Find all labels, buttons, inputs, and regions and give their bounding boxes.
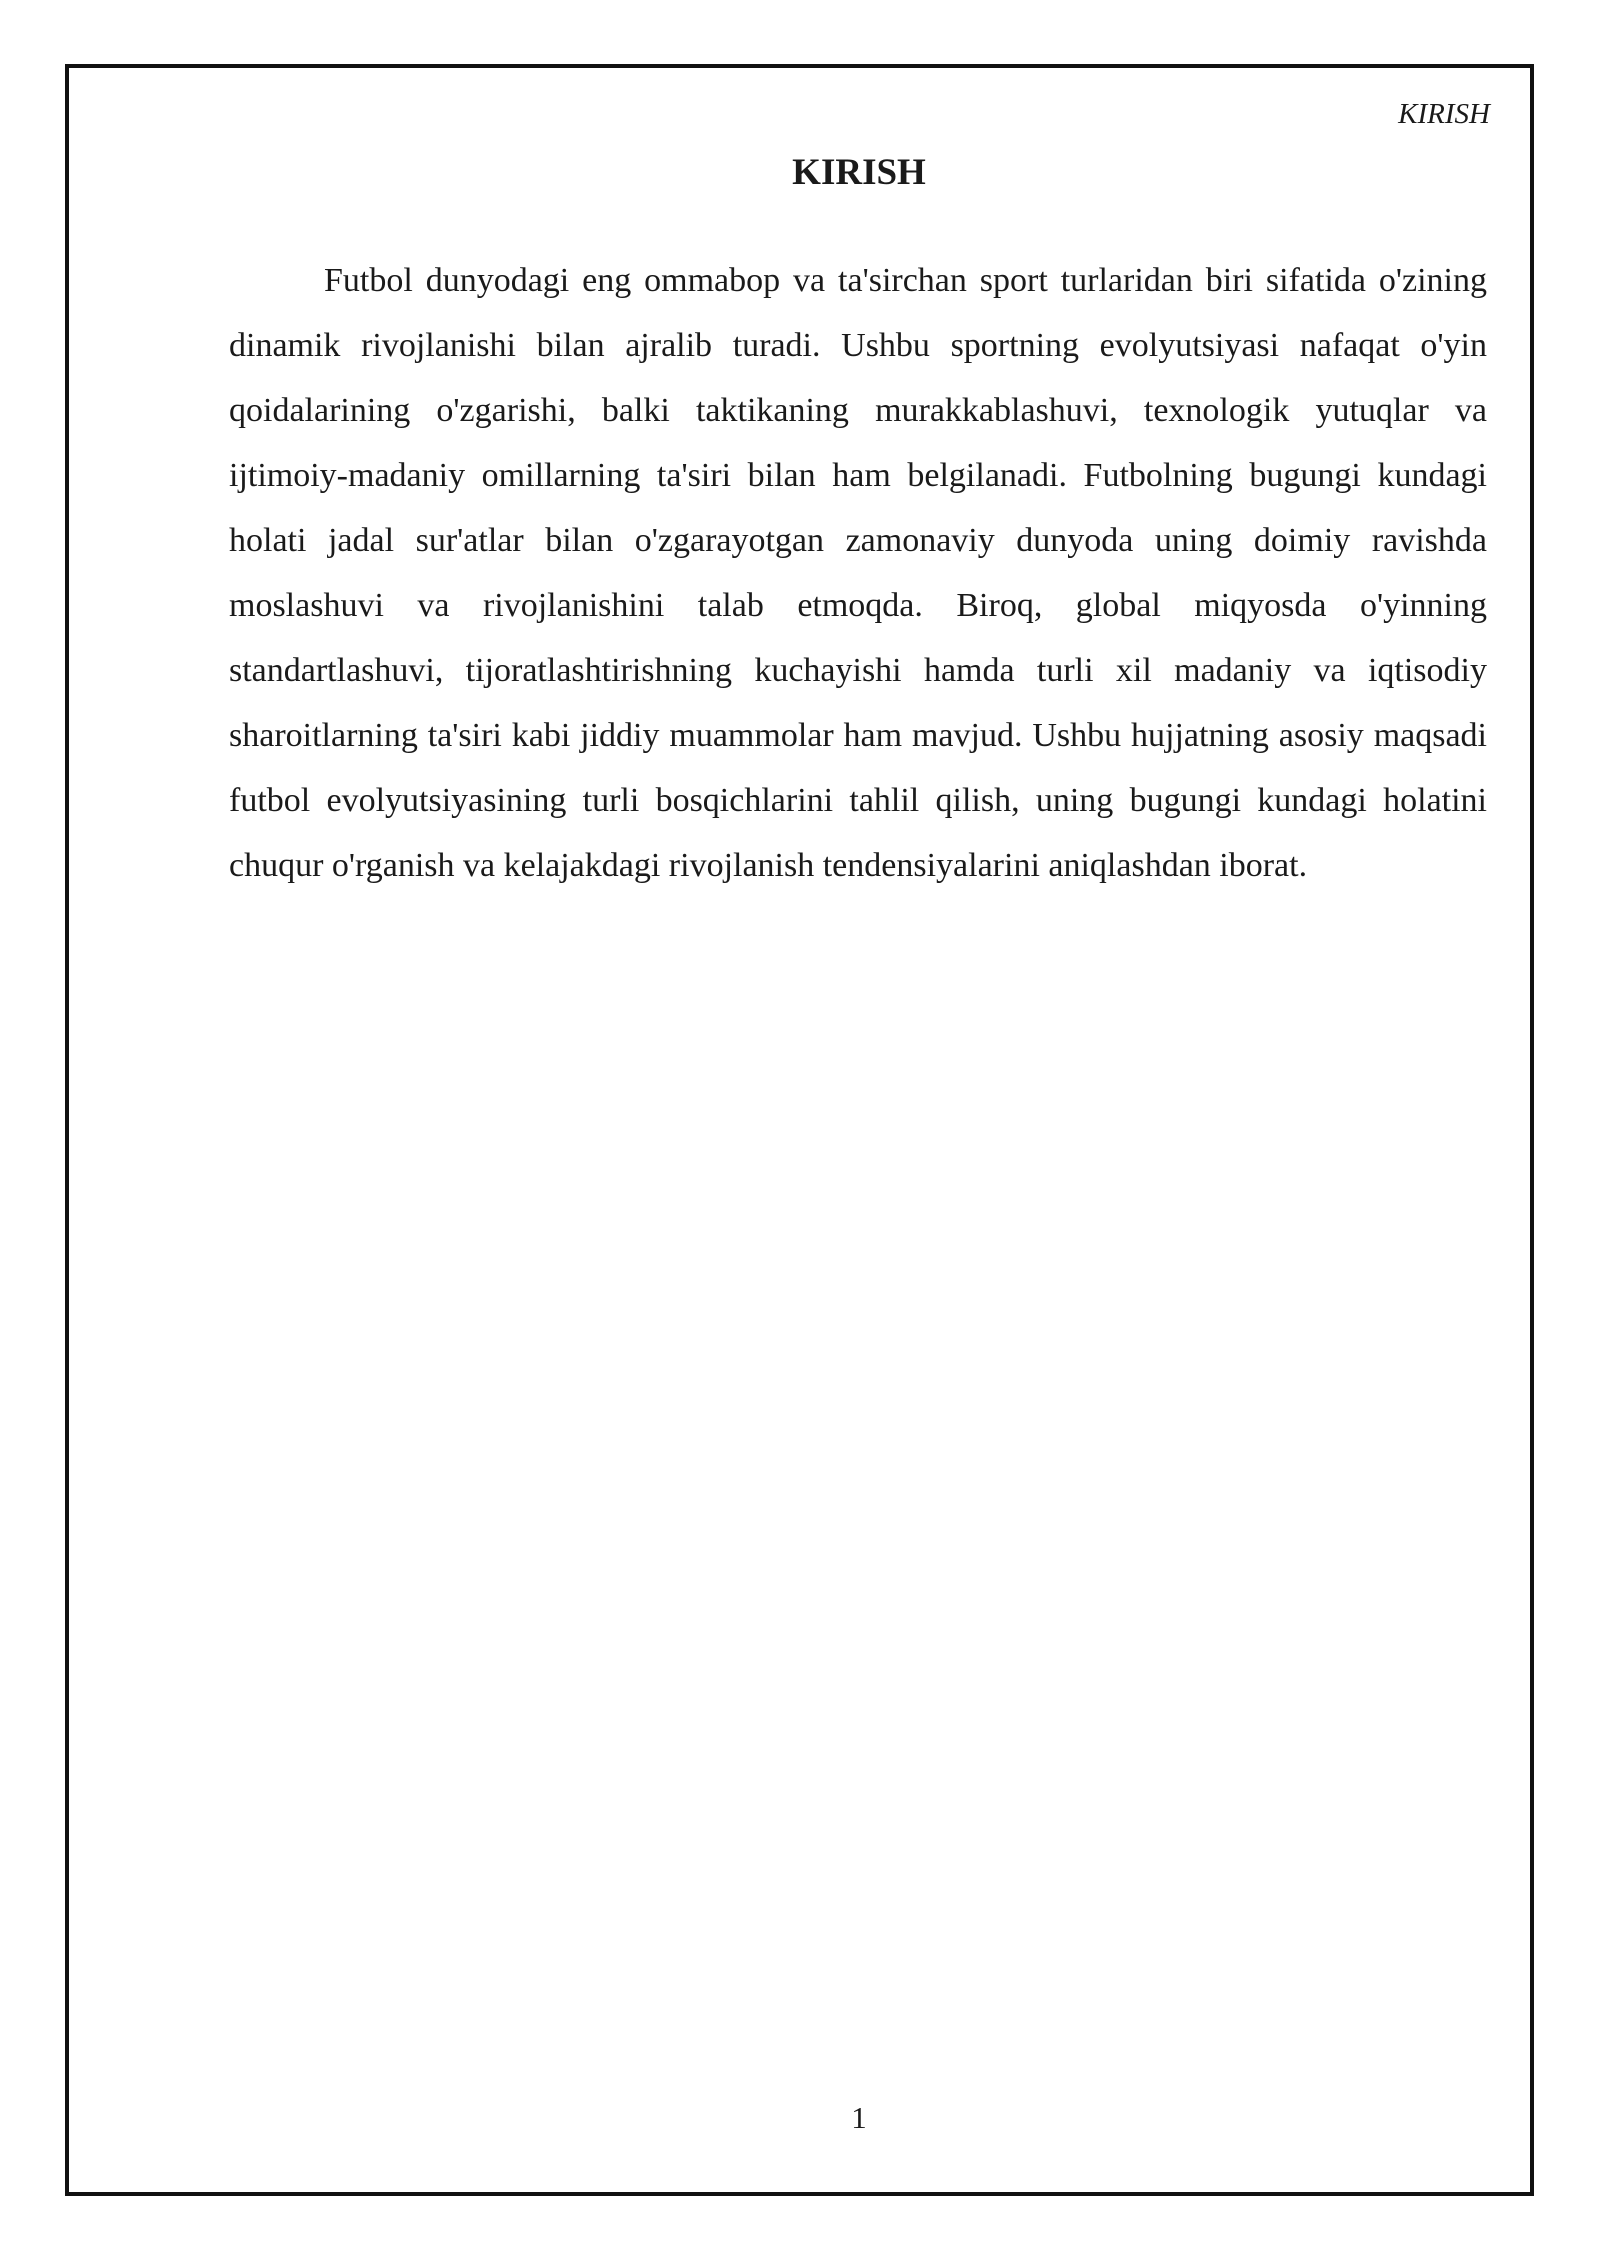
body-paragraph: Futbol dunyodagi eng ommabop va ta'sirchan sport turlaridan biri sifatida o'zining dinamik rivojlanishi bilan ajralib turadi. Ushbu sportning evolyutsiyasi nafaqat o'yin qoidalarining o'zgarishi, balki taktikaning murakkablashuvi, texnologik yutuqlar va ijtimoiy-madaniy omillarning ta'siri bilan ham belgilanadi. Futbolning bugungi kundagi holati jadal sur'atlar bilan o'zgarayotgan zamonaviy dunyoda uning doimiy ravishda moslashuvi va rivojlanishini talab etmoqda. Biroq, global miqyosda o'yinning standartlashuvi, tijoratlashtirishning kuchayishi hamda turli xil madaniy va iqtisodiy sharoitlarning ta'siri kabi jiddiy muammolar ham mavjud. Ushbu hujjatning asosiy maqsadi futbol evolyutsiyasining turli bosqichlarini tahlil qilish, uning bugungi kundagi holatini chuqur o'rganish va kelajakdagi rivojlanish tendensiyalarini aniqlashdan iborat.	[229, 262, 1487, 884]
running-header: KIRISH	[1398, 98, 1490, 130]
section-heading: KIRISH	[792, 152, 926, 193]
page-number: 1	[851, 2100, 867, 2135]
